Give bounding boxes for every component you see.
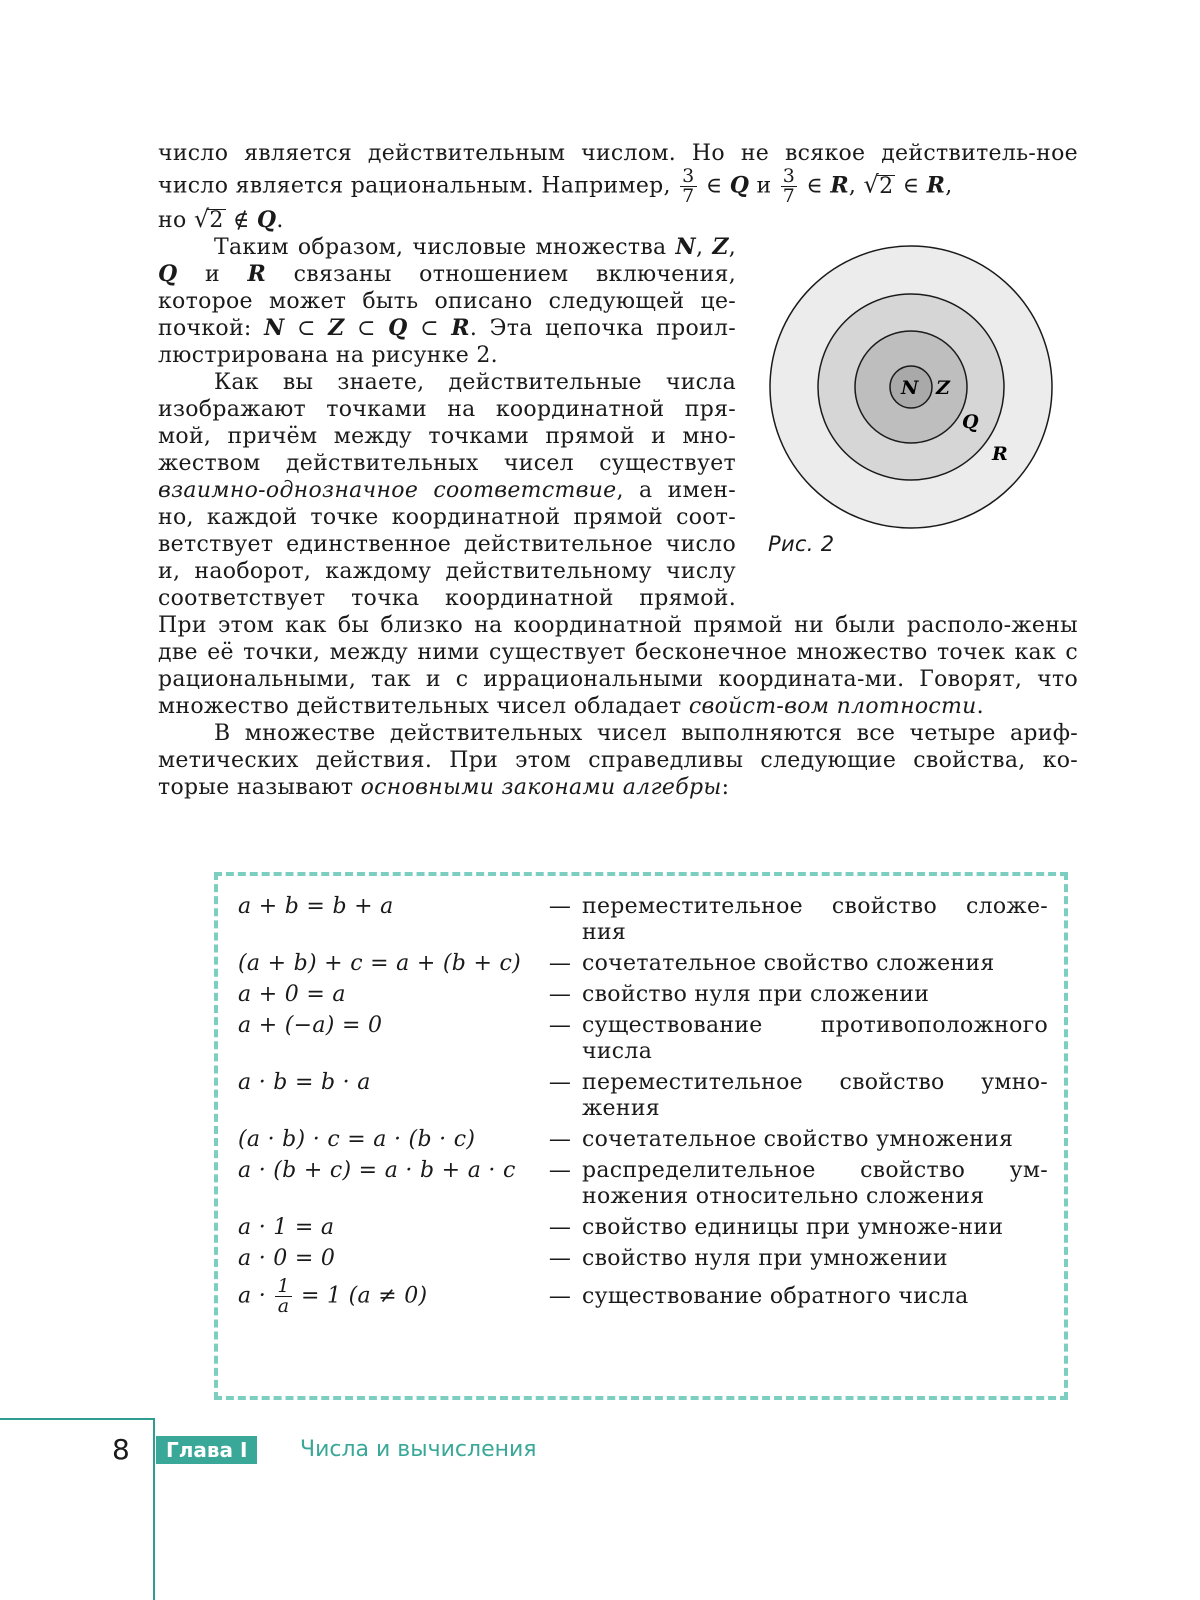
paragraph-4: В множестве действительных чисел выполняются все четыре ариф-метических действия. При этом справедливы следующие свойства, ко-торые называют основными законами алгебры: <box>158 721 1078 800</box>
law-row: (a · b) · c = a · (b · c) — сочетательное свойство умножения <box>238 1127 1014 1152</box>
law-row: a + 0 = a — свойство нуля при сложении <box>238 982 930 1007</box>
footer-rule-vertical <box>153 1418 155 1600</box>
chapter-badge: Глава I <box>156 1436 257 1464</box>
fraction-3-7: $\frac{3}{7}$ <box>682 165 695 207</box>
inverse-formula: a · $\frac{1}{a}$ = 1 (a ≠ 0) <box>238 1275 428 1317</box>
label-n: N <box>901 377 919 399</box>
fraction-3-7-b: $\frac{3}{7}$ <box>782 165 796 207</box>
label-z: Z <box>936 377 951 399</box>
body-text <box>158 140 1078 801</box>
law-row: a + (−a) = 0 — существование противоположного числа <box>238 1013 1048 1064</box>
law-row: a · $\frac{1}{a}$ = 1 (a ≠ 0) — существование обратного числа <box>238 1275 969 1317</box>
nested-sets-diagram <box>766 242 1056 532</box>
law-row: a · 0 = 0 — свойство нуля при умножении <box>238 1246 948 1271</box>
paragraph-1: число является действительным числом. Но не всякое действитель-ное число является рациональным. Например, $\frac{3}{7}$ ∈ Q и $\frac{3}{7}$ ∈ R, √2 ∈ R, но √2 ∉ Q. <box>158 141 1078 233</box>
figure-caption: Рис. 2 <box>768 532 835 556</box>
sqrt-icon: √ <box>863 170 880 199</box>
law-row: a · (b + c) = a · b + a · c — распределительное свойство ум-ножения относительно сложения <box>238 1158 1048 1209</box>
figure-2 <box>756 236 1078 606</box>
p1-text: число является действительным числом. Но не всякое действитель-ное число является рациональным. Например, <box>158 141 1078 199</box>
page-number: 8 <box>112 1433 130 1466</box>
law-row: a · b = b · a — переместительное свойство умно-жения <box>238 1070 1048 1121</box>
paragraph-2: Таким образом, числовые множества N, Z, Q и R связаны отношением включения, которое может быть описано следующей це-почкой: N ⊂ Z ⊂ Q ⊂ R. Эта цепочка проил-люстрирована на рисунке 2. <box>158 234 737 368</box>
label-r: R <box>992 443 1009 465</box>
algebra-laws-list <box>238 894 1048 1321</box>
footer-rule <box>0 1418 154 1420</box>
paragraph-3: Как вы знаете, действительные числа изображают точками на координатной пря-мой, причём между точками прямой и мно-жеством действительных чисел существует взаимно-однозначное соответствие, а имен-но, каждой точке координатной прямой соот-ветствует единственное действительное число и, наоборот, каждому действительному числу соответствует точка координатной прямой. При этом как бы близко на координатной прямой ни были располо-жены две её точки, между ними существует бесконечное множество точек как с рациональными, так и с иррациональными координата-ми. Говорят, что множество действительных чисел обладает свойст-вом плотности. <box>158 370 1078 719</box>
label-q: Q <box>962 411 979 433</box>
law-row: a · 1 = a — свойство единицы при умноже-нии <box>238 1215 1004 1240</box>
law-row: a + b = b + a — переместительное свойство сложе-ния <box>238 894 1048 945</box>
chapter-title: Числа и вычисления <box>300 1437 537 1462</box>
sqrt-icon: √ <box>193 205 210 233</box>
fraction-1-a: $\frac{1}{a}$ <box>277 1275 290 1317</box>
law-row: (a + b) + c = a + (b + c) — сочетательное свойство сложения <box>238 951 995 976</box>
